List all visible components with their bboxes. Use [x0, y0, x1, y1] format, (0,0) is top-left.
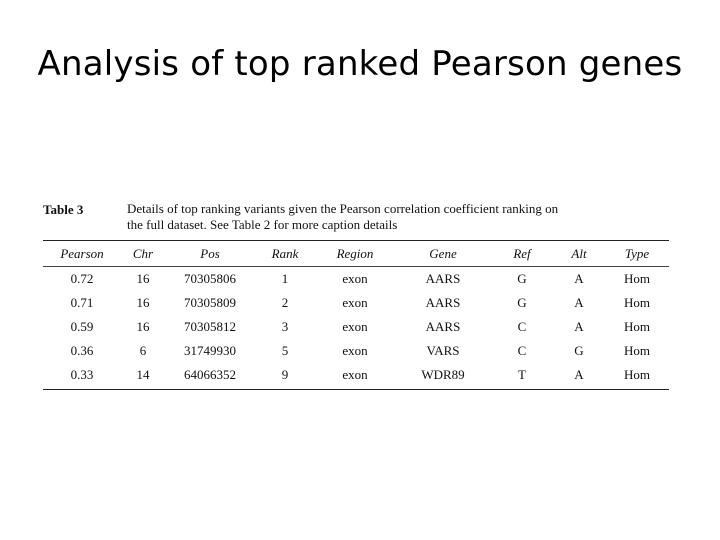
cell-pearson: 0.72 — [70, 271, 94, 286]
table-row — [43, 291, 669, 315]
cell-pearson: 0.71 — [70, 295, 94, 310]
cell-type: Hom — [624, 319, 650, 334]
table-row — [43, 267, 669, 292]
cell-chr: 16 — [136, 295, 150, 310]
cell-rank: 5 — [281, 343, 289, 358]
header-rank: Rank — [255, 241, 315, 267]
cell-gene: AARS — [425, 295, 461, 310]
header-ref: Ref — [491, 241, 553, 267]
cell-gene: VARS — [426, 343, 460, 358]
cell-type: Hom — [624, 343, 650, 358]
header-pos: Pos — [165, 241, 255, 267]
cell-rank: 1 — [281, 271, 289, 286]
table-label: Table 3 — [43, 202, 84, 217]
cell-type: Hom — [624, 295, 650, 310]
header-pearson: Pearson — [43, 241, 121, 267]
cell-ref: T — [518, 367, 526, 382]
cell-chr: 14 — [136, 367, 150, 382]
cell-region: exon — [342, 343, 368, 358]
cell-rank: 9 — [281, 367, 289, 382]
cell-rank: 2 — [281, 295, 289, 310]
header-alt: Alt — [553, 241, 605, 267]
cell-type: Hom — [624, 271, 650, 286]
cell-pos: 70305812 — [184, 319, 236, 334]
caption-line-1: Details of top ranking variants given the Pearson correlation coefficient ranking on — [127, 201, 559, 216]
cell-alt: G — [574, 343, 584, 358]
table-row — [43, 339, 669, 363]
caption-text — [127, 201, 671, 233]
cell-type: Hom — [624, 367, 650, 382]
cell-region: exon — [342, 367, 368, 382]
slide-title: Analysis of top ranked Pearson genes — [37, 44, 683, 84]
cell-alt: A — [574, 319, 584, 334]
cell-alt: A — [574, 271, 584, 286]
cell-chr: 16 — [136, 271, 150, 286]
header-chr: Chr — [121, 241, 165, 267]
cell-alt: A — [574, 367, 584, 382]
cell-pearson: 0.33 — [70, 367, 94, 382]
cell-chr: 6 — [139, 343, 147, 358]
table-figure — [43, 201, 671, 390]
caption-line-2: the full dataset. See Table 2 for more caption details — [127, 217, 398, 232]
cell-ref: C — [517, 319, 527, 334]
cell-alt: A — [574, 295, 584, 310]
header-gene: Gene — [395, 241, 491, 267]
cell-rank: 3 — [281, 319, 289, 334]
cell-region: exon — [342, 319, 368, 334]
header-type: Type — [605, 241, 669, 267]
cell-pearson: 0.59 — [70, 319, 94, 334]
cell-pearson: 0.36 — [70, 343, 94, 358]
cell-pos: 31749930 — [184, 343, 236, 358]
cell-chr: 16 — [136, 319, 150, 334]
header-region: Region — [315, 241, 395, 267]
table-header-row — [43, 241, 669, 267]
cell-gene: AARS — [425, 319, 461, 334]
table-row — [43, 315, 669, 339]
cell-gene: AARS — [425, 271, 461, 286]
cell-ref: G — [517, 271, 527, 286]
cell-region: exon — [342, 271, 368, 286]
table-caption — [43, 201, 671, 233]
cell-pos: 64066352 — [184, 367, 236, 382]
cell-ref: G — [517, 295, 527, 310]
cell-pos: 70305806 — [184, 271, 236, 286]
cell-ref: C — [517, 343, 527, 358]
cell-pos: 70305809 — [184, 295, 236, 310]
table-row — [43, 363, 669, 390]
cell-gene: WDR89 — [421, 367, 465, 382]
variants-table — [43, 240, 669, 390]
cell-region: exon — [342, 295, 368, 310]
